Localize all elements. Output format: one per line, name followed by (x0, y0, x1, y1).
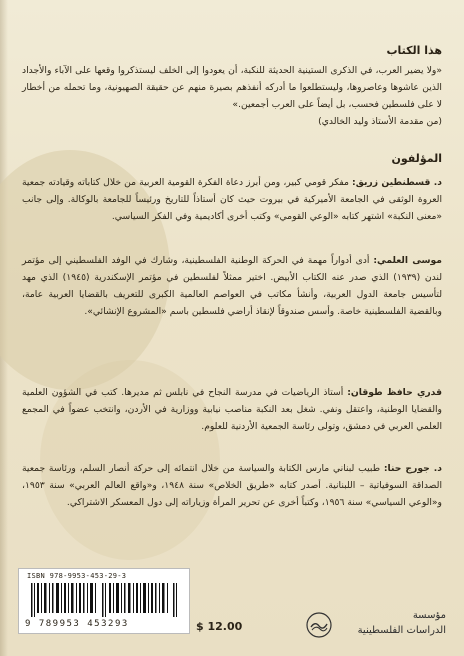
about-paragraph (22, 62, 442, 130)
author-name: د. قسطنطين زريق: (352, 177, 442, 188)
author-bio: طبيب لبناني مارس الكتابة والسياسة من خلال انتمائه إلى حركة أنصار السلم، ورئاسة جمعية الصداقة السوفياتية – اللبنانية. أصدر كتابه «طريق الخلاص» سنة ١٩٤٨، و«واقع العالم العربي» سنة ١٩٥٣، و«الوعي السياسي» سنة ١٩٥٦، وكتباً أخرى عن تحرير المرأة وزياراته إلى دول المعسكر الاشتراكي. (22, 463, 442, 508)
section-title-authors: المؤلفون (391, 152, 442, 165)
publisher-name (358, 608, 446, 638)
author-entry (22, 460, 442, 511)
author-bio: أستاذ الرياضيات في مدرسة النجاح في نابلس ثم مديرها. كتب في الشؤون العلمية والقضايا الوطنية، واعتقل ونفي. شغل بعد النكبة مناصب نيابية ووزارية في الأردن، وانتخب عضواً في المجمع العلمي العربي في دمشق، وتولى رئاسة الجمعية الأردنية للعلوم. (22, 387, 442, 432)
publisher-line-2: الدراسات الفلسطينية (357, 625, 446, 636)
author-entry (22, 252, 442, 320)
author-name: قدري حافظ طوقان: (347, 387, 442, 398)
author-name: د. جورج حنا: (383, 463, 442, 474)
about-source: (من مقدمة الأستاذ وليد الخالدي) (318, 116, 442, 127)
publisher-logo (306, 606, 446, 642)
barcode-icon (31, 583, 179, 617)
barcode-digits: 9 789953 453293 (25, 619, 129, 629)
section-title-about: هذا الكتاب (386, 44, 442, 57)
author-bio: مفكر قومي كبير، ومن أبرز دعاة الفكرة القومية العربية من خلال كتاباته وقيادته جمعية العروة الوثقى في الجامعة الأميركية في بيروت حيث كان أستاذاً للتاريخ ورئيساً للجامعة بالوكالة. وإلى جانب «معنى النكبة» اشتهر كتابه «الوعي القومي» وكتب أخرى أكاديمية وفي الفكر السياسي. (22, 177, 442, 222)
author-bio: أدى أدواراً مهمة في الحركة الوطنية الفلسطينية، وشارك في الوفد الفلسطيني إلى مؤتمر لندن (١٩٣٩) الذي صدر عنه الكتاب الأبيض. اختير ممثلاً لفلسطين في مؤتمر الإسكندرية (١٩٤٥) الذي مهد لتأسيس جامعة الدول العربية، وأنشأ مكاتب في العواصم العالمية الكبرى للتعريف بالقضايا العربية عامة، وبالقضية الفلسطينية خاصة. وأسس صندوقاً لإنقاذ أراضي فلسطين باسم «المشروع الإنشائي». (22, 255, 442, 317)
author-entry (22, 384, 442, 435)
price: $ 12.00 (196, 620, 243, 633)
author-entry (22, 174, 442, 225)
about-text: «ولا يضير العرب، في الذكرى الستينية الحديثة للنكبة، أن يعودوا إلى الخلف ليستذكروا وقعها على الآباء والأجداد الذين عاشوها وعاصروها، وليستطلعوا ما أدركه أنفذهم بصيرة منهم عن حقيقة الصهيونية، وما تحمله من أخطار لا على فلسطين فحسب، بل أيضاً على العرب أجمعين.» (22, 65, 442, 110)
isbn-label: ISBN 978-9953-453-29-3 (27, 572, 127, 580)
publisher-line-1: مؤسسة (412, 610, 446, 621)
publisher-wave-icon (306, 612, 332, 638)
barcode-box (18, 568, 190, 634)
author-name: موسى العلمي: (373, 255, 442, 266)
